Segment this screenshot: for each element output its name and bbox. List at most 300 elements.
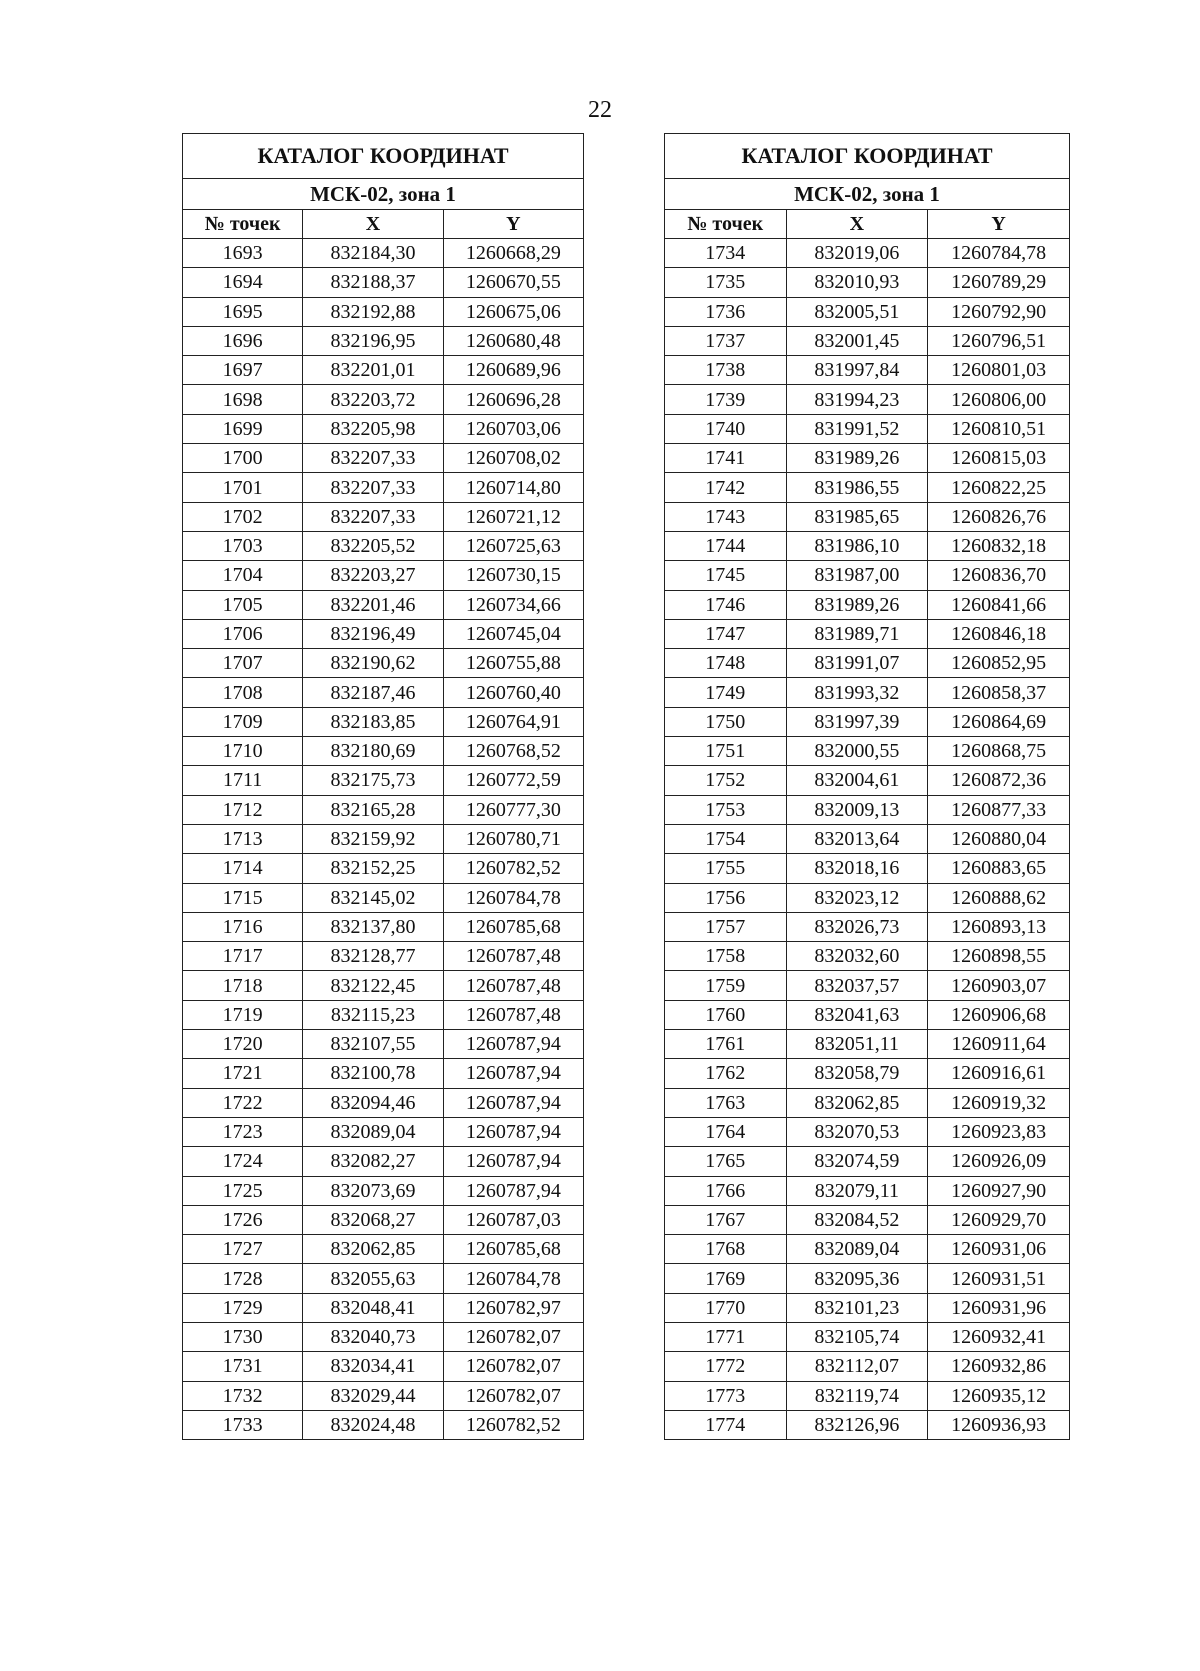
cell-x: 832105,74: [786, 1322, 928, 1351]
cell-y: 1260906,68: [928, 1000, 1070, 1029]
table-row: [665, 531, 1070, 560]
cell-x: 831989,71: [786, 619, 928, 648]
cell-x: 832084,52: [786, 1205, 928, 1234]
cell-point-number: 1762: [665, 1059, 787, 1088]
cell-point-number: 1702: [183, 502, 303, 531]
cell-x: 832062,85: [786, 1088, 928, 1117]
table-row: [665, 1147, 1070, 1176]
cell-x: 832009,13: [786, 795, 928, 824]
table-row: [183, 1381, 584, 1410]
table-body: [665, 239, 1070, 1440]
cell-y: 1260721,12: [443, 502, 583, 531]
cell-y: 1260777,30: [443, 795, 583, 824]
cell-point-number: 1724: [183, 1147, 303, 1176]
cell-y: 1260877,33: [928, 795, 1070, 824]
cell-x: 831987,00: [786, 561, 928, 590]
cell-y: 1260787,48: [443, 1000, 583, 1029]
cell-y: 1260780,71: [443, 824, 583, 853]
table-subtitle: МСК-02, зона 1: [665, 179, 1070, 210]
table-row: [183, 1235, 584, 1264]
cell-y: 1260826,76: [928, 502, 1070, 531]
table-row: [183, 414, 584, 443]
cell-y: 1260764,91: [443, 707, 583, 736]
cell-point-number: 1738: [665, 356, 787, 385]
cell-point-number: 1727: [183, 1235, 303, 1264]
cell-point-number: 1761: [665, 1030, 787, 1059]
cell-x: 832055,63: [303, 1264, 443, 1293]
cell-y: 1260787,94: [443, 1030, 583, 1059]
table-row: [665, 590, 1070, 619]
cell-y: 1260810,51: [928, 414, 1070, 443]
cell-y: 1260903,07: [928, 971, 1070, 1000]
cell-y: 1260782,97: [443, 1293, 583, 1322]
cell-y: 1260888,62: [928, 883, 1070, 912]
coordinate-catalog-table-left: [182, 133, 584, 1440]
cell-x: 831994,23: [786, 385, 928, 414]
cell-x: 832207,33: [303, 502, 443, 531]
table-row: [665, 239, 1070, 268]
cell-x: 832068,27: [303, 1205, 443, 1234]
cell-x: 832207,33: [303, 444, 443, 473]
table-row: [665, 912, 1070, 941]
cell-x: 832203,27: [303, 561, 443, 590]
cell-x: 832207,33: [303, 473, 443, 502]
table-row: [183, 297, 584, 326]
cell-y: 1260745,04: [443, 619, 583, 648]
table-row: [665, 942, 1070, 971]
cell-point-number: 1773: [665, 1381, 787, 1410]
table-body: [183, 239, 584, 1440]
table-row: [665, 824, 1070, 853]
table-row: [183, 942, 584, 971]
table-row: [665, 1293, 1070, 1322]
table-row: [183, 1088, 584, 1117]
table-row: [665, 1381, 1070, 1410]
cell-x: 832074,59: [786, 1147, 928, 1176]
cell-point-number: 1747: [665, 619, 787, 648]
cell-point-number: 1768: [665, 1235, 787, 1264]
cell-x: 832024,48: [303, 1410, 443, 1439]
cell-y: 1260696,28: [443, 385, 583, 414]
table-row: [183, 1352, 584, 1381]
cell-y: 1260923,83: [928, 1117, 1070, 1146]
cell-point-number: 1720: [183, 1030, 303, 1059]
cell-x: 832089,04: [303, 1117, 443, 1146]
cell-point-number: 1694: [183, 268, 303, 297]
cell-y: 1260760,40: [443, 678, 583, 707]
cell-x: 832175,73: [303, 766, 443, 795]
table-title: КАТАЛОГ КООРДИНАТ: [665, 134, 1070, 179]
cell-point-number: 1757: [665, 912, 787, 941]
table-row: [665, 1235, 1070, 1264]
cell-y: 1260755,88: [443, 649, 583, 678]
table-row: [665, 1059, 1070, 1088]
cell-y: 1260796,51: [928, 326, 1070, 355]
cell-y: 1260787,94: [443, 1088, 583, 1117]
cell-y: 1260852,95: [928, 649, 1070, 678]
table-row: [183, 707, 584, 736]
cell-x: 832018,16: [786, 854, 928, 883]
cell-x: 832100,78: [303, 1059, 443, 1088]
table-row: [665, 502, 1070, 531]
cell-y: 1260932,41: [928, 1322, 1070, 1351]
cell-x: 832101,23: [786, 1293, 928, 1322]
cell-y: 1260782,07: [443, 1352, 583, 1381]
cell-x: 831989,26: [786, 590, 928, 619]
table-row: [183, 1322, 584, 1351]
cell-point-number: 1708: [183, 678, 303, 707]
cell-y: 1260792,90: [928, 297, 1070, 326]
cell-point-number: 1726: [183, 1205, 303, 1234]
table-row: [665, 326, 1070, 355]
cell-y: 1260782,52: [443, 854, 583, 883]
cell-point-number: 1713: [183, 824, 303, 853]
cell-y: 1260822,25: [928, 473, 1070, 502]
cell-point-number: 1764: [665, 1117, 787, 1146]
cell-point-number: 1699: [183, 414, 303, 443]
cell-x: 832062,85: [303, 1235, 443, 1264]
cell-point-number: 1746: [665, 590, 787, 619]
cell-point-number: 1707: [183, 649, 303, 678]
cell-point-number: 1723: [183, 1117, 303, 1146]
cell-point-number: 1736: [665, 297, 787, 326]
cell-x: 832201,46: [303, 590, 443, 619]
cell-y: 1260893,13: [928, 912, 1070, 941]
cell-point-number: 1753: [665, 795, 787, 824]
cell-point-number: 1712: [183, 795, 303, 824]
cell-x: 832122,45: [303, 971, 443, 1000]
cell-y: 1260801,03: [928, 356, 1070, 385]
table-row: [183, 326, 584, 355]
cell-y: 1260768,52: [443, 737, 583, 766]
cell-point-number: 1700: [183, 444, 303, 473]
cell-y: 1260787,94: [443, 1117, 583, 1146]
cell-point-number: 1718: [183, 971, 303, 1000]
cell-x: 832152,25: [303, 854, 443, 883]
table-row: [183, 1264, 584, 1293]
cell-y: 1260703,06: [443, 414, 583, 443]
cell-y: 1260772,59: [443, 766, 583, 795]
cell-x: 832137,80: [303, 912, 443, 941]
table-row: [665, 356, 1070, 385]
cell-point-number: 1772: [665, 1352, 787, 1381]
cell-point-number: 1730: [183, 1322, 303, 1351]
cell-x: 832128,77: [303, 942, 443, 971]
table-row: [665, 444, 1070, 473]
cell-point-number: 1722: [183, 1088, 303, 1117]
cell-point-number: 1758: [665, 942, 787, 971]
cell-y: 1260675,06: [443, 297, 583, 326]
cell-y: 1260782,07: [443, 1322, 583, 1351]
cell-point-number: 1717: [183, 942, 303, 971]
table-title: КАТАЛОГ КООРДИНАТ: [183, 134, 584, 179]
cell-y: 1260782,52: [443, 1410, 583, 1439]
cell-x: 832180,69: [303, 737, 443, 766]
cell-x: 832115,23: [303, 1000, 443, 1029]
cell-y: 1260787,94: [443, 1147, 583, 1176]
cell-point-number: 1748: [665, 649, 787, 678]
table-row: [183, 1410, 584, 1439]
cell-y: 1260680,48: [443, 326, 583, 355]
cell-x: 832201,01: [303, 356, 443, 385]
cell-point-number: 1693: [183, 239, 303, 268]
table-row: [665, 1205, 1070, 1234]
cell-y: 1260864,69: [928, 707, 1070, 736]
cell-point-number: 1719: [183, 1000, 303, 1029]
cell-x: 832145,02: [303, 883, 443, 912]
cell-x: 832034,41: [303, 1352, 443, 1381]
cell-point-number: 1706: [183, 619, 303, 648]
cell-x: 832107,55: [303, 1030, 443, 1059]
cell-point-number: 1709: [183, 707, 303, 736]
cell-point-number: 1725: [183, 1176, 303, 1205]
table-row: [183, 473, 584, 502]
cell-point-number: 1754: [665, 824, 787, 853]
cell-y: 1260916,61: [928, 1059, 1070, 1088]
cell-x: 832184,30: [303, 239, 443, 268]
cell-x: 831989,26: [786, 444, 928, 473]
cell-x: 832005,51: [786, 297, 928, 326]
cell-x: 832119,74: [786, 1381, 928, 1410]
table-row: [183, 619, 584, 648]
table-row: [183, 590, 584, 619]
table-row: [183, 1030, 584, 1059]
cell-x: 831986,10: [786, 531, 928, 560]
table-row: [665, 1322, 1070, 1351]
cell-point-number: 1731: [183, 1352, 303, 1381]
cell-x: 831991,07: [786, 649, 928, 678]
cell-point-number: 1742: [665, 473, 787, 502]
table-row: [183, 854, 584, 883]
cell-y: 1260911,64: [928, 1030, 1070, 1059]
cell-x: 832082,27: [303, 1147, 443, 1176]
cell-point-number: 1695: [183, 297, 303, 326]
cell-x: 832205,52: [303, 531, 443, 560]
cell-x: 832126,96: [786, 1410, 928, 1439]
cell-point-number: 1760: [665, 1000, 787, 1029]
cell-point-number: 1739: [665, 385, 787, 414]
cell-point-number: 1750: [665, 707, 787, 736]
cell-x: 832032,60: [786, 942, 928, 971]
table-row: [183, 971, 584, 1000]
cell-y: 1260898,55: [928, 942, 1070, 971]
cell-x: 832037,57: [786, 971, 928, 1000]
cell-y: 1260832,18: [928, 531, 1070, 560]
cell-x: 832094,46: [303, 1088, 443, 1117]
cell-point-number: 1698: [183, 385, 303, 414]
cell-y: 1260936,93: [928, 1410, 1070, 1439]
cell-y: 1260872,36: [928, 766, 1070, 795]
cell-y: 1260782,07: [443, 1381, 583, 1410]
cell-y: 1260784,78: [928, 239, 1070, 268]
cell-x: 832187,46: [303, 678, 443, 707]
cell-x: 832079,11: [786, 1176, 928, 1205]
table-row: [665, 1000, 1070, 1029]
cell-y: 1260931,06: [928, 1235, 1070, 1264]
column-header-y: Y: [443, 210, 583, 239]
table-row: [183, 912, 584, 941]
table-row: [183, 824, 584, 853]
table-row: [183, 1176, 584, 1205]
cell-x: 831985,65: [786, 502, 928, 531]
cell-x: 832188,37: [303, 268, 443, 297]
table-row: [665, 883, 1070, 912]
cell-y: 1260883,65: [928, 854, 1070, 883]
cell-y: 1260931,51: [928, 1264, 1070, 1293]
cell-point-number: 1752: [665, 766, 787, 795]
table-row: [183, 531, 584, 560]
cell-x: 832013,64: [786, 824, 928, 853]
cell-point-number: 1755: [665, 854, 787, 883]
cell-x: 832159,92: [303, 824, 443, 853]
table-row: [183, 268, 584, 297]
cell-x: 831986,55: [786, 473, 928, 502]
cell-y: 1260689,96: [443, 356, 583, 385]
cell-y: 1260789,29: [928, 268, 1070, 297]
cell-point-number: 1749: [665, 678, 787, 707]
table-row: [183, 1205, 584, 1234]
cell-x: 832205,98: [303, 414, 443, 443]
table-row: [665, 707, 1070, 736]
cell-point-number: 1737: [665, 326, 787, 355]
coordinate-catalog-table-right: [664, 133, 1070, 1440]
cell-point-number: 1714: [183, 854, 303, 883]
cell-point-number: 1729: [183, 1293, 303, 1322]
cell-point-number: 1765: [665, 1147, 787, 1176]
table-row: [183, 444, 584, 473]
cell-y: 1260734,66: [443, 590, 583, 619]
cell-x: 832196,49: [303, 619, 443, 648]
cell-y: 1260670,55: [443, 268, 583, 297]
cell-x: 832192,88: [303, 297, 443, 326]
cell-point-number: 1721: [183, 1059, 303, 1088]
table-row: [665, 473, 1070, 502]
cell-x: 832051,11: [786, 1030, 928, 1059]
table-row: [183, 766, 584, 795]
table-row: [665, 619, 1070, 648]
table-row: [665, 385, 1070, 414]
cell-y: 1260787,94: [443, 1059, 583, 1088]
cell-point-number: 1701: [183, 473, 303, 502]
table-row: [183, 1147, 584, 1176]
cell-x: 832026,73: [786, 912, 928, 941]
cell-y: 1260929,70: [928, 1205, 1070, 1234]
page-number: 22: [588, 97, 612, 123]
table-row: [183, 1000, 584, 1029]
cell-point-number: 1741: [665, 444, 787, 473]
cell-x: 832190,62: [303, 649, 443, 678]
cell-point-number: 1745: [665, 561, 787, 590]
table-row: [183, 561, 584, 590]
cell-x: 832058,79: [786, 1059, 928, 1088]
table-row: [183, 385, 584, 414]
table-row: [665, 561, 1070, 590]
column-header-x: X: [303, 210, 443, 239]
table-row: [665, 1030, 1070, 1059]
cell-x: 832023,12: [786, 883, 928, 912]
cell-x: 831993,32: [786, 678, 928, 707]
cell-y: 1260787,48: [443, 971, 583, 1000]
cell-x: 832070,53: [786, 1117, 928, 1146]
cell-y: 1260708,02: [443, 444, 583, 473]
cell-x: 832095,36: [786, 1264, 928, 1293]
cell-point-number: 1771: [665, 1322, 787, 1351]
cell-x: 832019,06: [786, 239, 928, 268]
cell-y: 1260785,68: [443, 912, 583, 941]
table-row: [183, 737, 584, 766]
table-row: [665, 268, 1070, 297]
cell-x: 832165,28: [303, 795, 443, 824]
cell-point-number: 1766: [665, 1176, 787, 1205]
cell-point-number: 1734: [665, 239, 787, 268]
cell-y: 1260784,78: [443, 883, 583, 912]
cell-x: 832183,85: [303, 707, 443, 736]
cell-x: 832000,55: [786, 737, 928, 766]
cell-y: 1260841,66: [928, 590, 1070, 619]
cell-point-number: 1716: [183, 912, 303, 941]
cell-point-number: 1759: [665, 971, 787, 1000]
table-row: [665, 1117, 1070, 1146]
cell-y: 1260787,48: [443, 942, 583, 971]
table-row: [665, 766, 1070, 795]
cell-x: 832073,69: [303, 1176, 443, 1205]
table-row: [665, 1264, 1070, 1293]
cell-x: 832112,07: [786, 1352, 928, 1381]
column-header-point-number: № точек: [183, 210, 303, 239]
cell-x: 832089,04: [786, 1235, 928, 1264]
cell-point-number: 1740: [665, 414, 787, 443]
cell-point-number: 1715: [183, 883, 303, 912]
cell-y: 1260932,86: [928, 1352, 1070, 1381]
table-row: [665, 297, 1070, 326]
column-header-y: Y: [928, 210, 1070, 239]
table-row: [665, 1088, 1070, 1117]
cell-point-number: 1711: [183, 766, 303, 795]
cell-x: 832029,44: [303, 1381, 443, 1410]
column-header-x: X: [786, 210, 928, 239]
table-subtitle: МСК-02, зона 1: [183, 179, 584, 210]
cell-y: 1260880,04: [928, 824, 1070, 853]
table-row: [665, 854, 1070, 883]
cell-y: 1260815,03: [928, 444, 1070, 473]
cell-x: 832196,95: [303, 326, 443, 355]
cell-y: 1260714,80: [443, 473, 583, 502]
cell-y: 1260787,03: [443, 1205, 583, 1234]
cell-y: 1260730,15: [443, 561, 583, 590]
column-header-point-number: № точек: [665, 210, 787, 239]
cell-y: 1260935,12: [928, 1381, 1070, 1410]
table-row: [183, 883, 584, 912]
cell-y: 1260787,94: [443, 1176, 583, 1205]
cell-y: 1260806,00: [928, 385, 1070, 414]
cell-y: 1260858,37: [928, 678, 1070, 707]
table-row: [665, 1176, 1070, 1205]
cell-x: 832041,63: [786, 1000, 928, 1029]
cell-point-number: 1774: [665, 1410, 787, 1439]
cell-y: 1260927,90: [928, 1176, 1070, 1205]
table-row: [665, 1352, 1070, 1381]
cell-y: 1260846,18: [928, 619, 1070, 648]
table-row: [665, 971, 1070, 1000]
cell-point-number: 1744: [665, 531, 787, 560]
cell-point-number: 1732: [183, 1381, 303, 1410]
cell-y: 1260931,96: [928, 1293, 1070, 1322]
cell-y: 1260926,09: [928, 1147, 1070, 1176]
cell-point-number: 1697: [183, 356, 303, 385]
table-row: [183, 678, 584, 707]
table-row: [183, 1117, 584, 1146]
cell-y: 1260785,68: [443, 1235, 583, 1264]
